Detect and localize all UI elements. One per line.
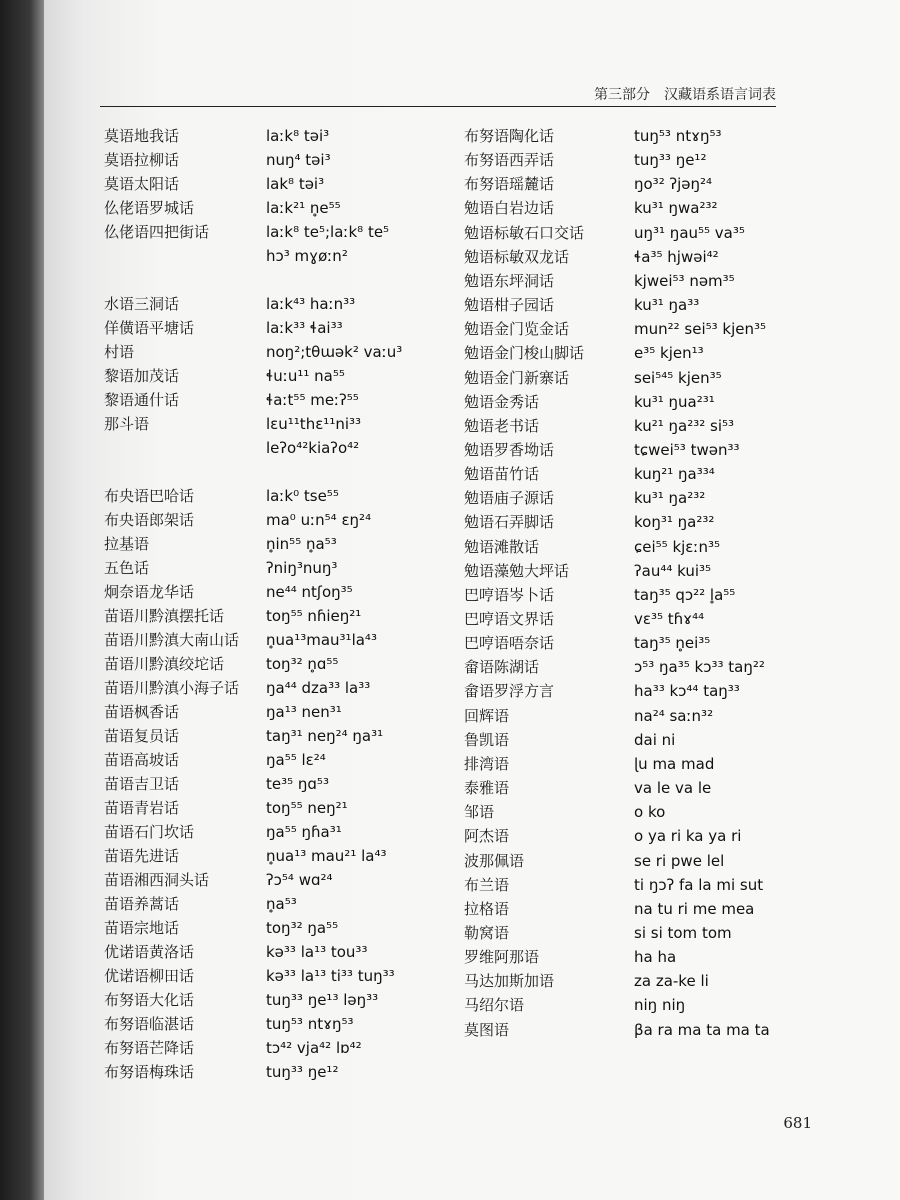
- word-entry: [464, 897, 794, 922]
- word-transcription: o ko: [634, 803, 666, 822]
- word-entry: [464, 800, 794, 825]
- word-transcription: tuŋ³³ ŋe¹³ ləŋ³³: [266, 991, 379, 1009]
- word-transcription: ma⁰ uːn⁵⁴ ɛŋ²⁴: [266, 511, 372, 529]
- word-entry: [464, 752, 794, 777]
- word-entry: [464, 317, 794, 342]
- word-transcription: ŋa⁴⁴ dza³³ la³³: [266, 679, 371, 697]
- language-name: 勉语东坪洞话: [464, 271, 555, 290]
- word-entry: [104, 796, 434, 821]
- word-transcription: toŋ⁵⁵ neŋ²¹: [266, 799, 348, 817]
- word-entry: [464, 366, 794, 391]
- language-name: 排湾语: [464, 754, 510, 773]
- language-name: 苗语青岩话: [104, 799, 180, 817]
- word-entry: [104, 532, 434, 557]
- language-name: 布努语临湛话: [104, 1015, 195, 1033]
- word-entry: [464, 993, 794, 1018]
- language-name: 五色话: [104, 559, 150, 577]
- language-name: 勉语金秀话: [464, 392, 540, 411]
- word-transcription: sei⁵⁴⁵ kjen³⁵: [634, 368, 722, 387]
- word-transcription: ɔ⁵³ ŋa³⁵ kɔ³³ taŋ²²: [634, 658, 765, 677]
- word-transcription: se ri pwe lel: [634, 851, 725, 870]
- word-transcription: taŋ³⁵ n̥ei³⁵: [634, 634, 711, 653]
- word-entry: [464, 196, 794, 221]
- language-name: 巴哼语唔奈话: [464, 634, 555, 653]
- header-title: 汉藏语系语言词表: [664, 87, 776, 103]
- language-name: 优诺语黄洛话: [104, 943, 195, 961]
- word-transcription: toŋ³² ŋa⁵⁵: [266, 919, 339, 937]
- language-name: 畲语罗浮方言: [464, 682, 555, 701]
- language-name: 泰雅语: [464, 779, 510, 798]
- language-name: 勉语标敏石口交话: [464, 223, 585, 242]
- book-spine: [0, 0, 44, 1200]
- word-entry: [464, 269, 794, 294]
- language-name: 勉语标敏双龙话: [464, 247, 570, 266]
- language-name: 布央语郎架话: [104, 511, 195, 529]
- word-transcription: ku³¹ ŋwa²³²: [634, 199, 718, 218]
- language-name: 巴哼语岑卜话: [464, 585, 555, 604]
- word-entry: [104, 268, 434, 293]
- language-name: 阿杰语: [464, 827, 510, 846]
- language-name: 村语: [104, 343, 135, 361]
- language-name: 苗语枫香话: [104, 703, 180, 721]
- language-name: 勉语金门新寨话: [464, 368, 570, 387]
- word-entry: [464, 873, 794, 898]
- language-name: 勉语滩散话: [464, 537, 540, 556]
- language-name: 布努语陶化话: [464, 127, 555, 145]
- language-name: 黎语通什话: [104, 391, 180, 409]
- word-transcription: kə³³ la¹³ tou³³: [266, 943, 368, 961]
- word-transcription: koŋ³¹ ŋa²³²: [634, 513, 715, 532]
- word-entry: [104, 484, 434, 509]
- word-entry: [464, 172, 794, 197]
- language-name: 勒窝语: [464, 923, 510, 942]
- language-name: 勉语柑子园话: [464, 296, 555, 315]
- word-entry: [464, 776, 794, 801]
- word-transcription: ku³¹ ŋa²³²: [634, 489, 706, 508]
- language-name: 巴哼语文界话: [464, 610, 555, 628]
- word-transcription: n̥ua¹³ mau²¹ la⁴³: [266, 847, 387, 865]
- word-transcription: na²⁴ saːn³²: [634, 706, 714, 725]
- language-name: 勉语金门梭山脚话: [464, 344, 585, 363]
- word-transcription: niŋ niŋ: [634, 996, 686, 1015]
- word-transcription: te³⁵ ŋɑ⁵³: [266, 775, 329, 793]
- word-entry: [464, 245, 794, 270]
- word-entry: [464, 414, 794, 439]
- word-transcription: o ya ri ka ya ri: [634, 827, 742, 846]
- word-entry: [104, 412, 434, 437]
- word-entry: [104, 508, 434, 533]
- language-name: 勉语藻勉大坪话: [464, 561, 570, 580]
- language-name: 苗语川黔滇小海子话: [104, 679, 240, 697]
- word-transcription: laːk⁰ tse⁵⁵: [266, 487, 339, 505]
- word-transcription: noŋ²;tθɯək² vaːu³: [266, 343, 403, 361]
- word-transcription: dai ni: [634, 730, 676, 749]
- language-name: 苗语养蒿话: [104, 895, 180, 913]
- word-transcription: ɬaːt⁵⁵ meːʔ⁵⁵: [266, 391, 359, 409]
- word-entry: [104, 364, 434, 389]
- language-name: 勉语老书话: [464, 416, 540, 435]
- language-name: 勉语石弄脚话: [464, 513, 555, 532]
- language-name: 布努语瑶麓话: [464, 175, 555, 194]
- word-entry: [104, 172, 434, 197]
- word-entry: [464, 704, 794, 729]
- word-entry: [104, 724, 434, 749]
- word-entry: [464, 486, 794, 511]
- word-entry: [464, 969, 794, 994]
- word-entry: [464, 148, 794, 173]
- word-transcription: nuŋ⁴ təi³: [266, 151, 331, 169]
- word-transcription: ŋa⁵⁵ lɛ²⁴: [266, 751, 326, 769]
- language-name: 波那佩语: [464, 851, 525, 870]
- word-entry: [104, 916, 434, 941]
- word-entry: [104, 196, 434, 221]
- word-transcription: ku³¹ ŋua²³¹: [634, 392, 715, 411]
- word-transcription: ɬuːu¹¹ na⁵⁵: [266, 367, 345, 385]
- word-entry: [104, 772, 434, 797]
- language-name: 水语三洞话: [104, 295, 180, 313]
- language-name: 畲语陈湖话: [464, 658, 540, 677]
- language-name: 布努语芒降话: [104, 1039, 195, 1057]
- language-name: 鲁凯语: [464, 730, 510, 749]
- language-name: 勉语罗香坳话: [464, 440, 555, 459]
- language-name: 仫佬语罗城话: [104, 199, 195, 217]
- word-entry: [464, 341, 794, 366]
- word-entry: [464, 728, 794, 753]
- word-transcription: lak⁸ təi³: [266, 175, 325, 193]
- word-transcription: laːk²¹ n̥e⁵⁵: [266, 199, 341, 217]
- word-entry: [104, 460, 434, 485]
- word-transcription: toŋ³² n̥ɑ⁵⁵: [266, 655, 339, 673]
- word-entry: [104, 748, 434, 773]
- word-transcription: ɬa³⁵ hjwəi⁴²: [634, 247, 719, 266]
- language-name: 布努语梅珠话: [104, 1063, 195, 1081]
- language-name: 回辉语: [464, 706, 510, 725]
- language-name: 莫语地我话: [104, 127, 180, 145]
- word-transcription: taŋ³¹ neŋ²⁴ ŋa³¹: [266, 727, 384, 745]
- language-name: 罗维阿那语: [464, 948, 540, 967]
- word-entry: [104, 988, 434, 1013]
- language-name: 拉格语: [464, 899, 510, 918]
- language-name: 苗语川黔滇大南山话: [104, 631, 240, 649]
- word-entry: [104, 604, 434, 629]
- word-transcription: ʔau⁴⁴ kui³⁵: [634, 561, 712, 580]
- language-name: 苗语宗地话: [104, 919, 180, 937]
- language-name: 优诺语柳田话: [104, 967, 195, 985]
- word-entry: [464, 124, 794, 149]
- word-entry: [104, 340, 434, 365]
- word-entry: [104, 652, 434, 677]
- language-name: 苗语湘西洞头话: [104, 871, 210, 889]
- word-entry: [464, 390, 794, 415]
- word-entry: [104, 388, 434, 413]
- word-transcription: tɔ⁴² vja⁴² lɒ⁴²: [266, 1039, 362, 1057]
- word-entry: [464, 293, 794, 318]
- word-transcription: ku²¹ ŋa²³² si⁵³: [634, 416, 735, 435]
- language-name: 布努语西弄话: [464, 151, 555, 170]
- word-entry: [464, 559, 794, 584]
- word-entry: [104, 628, 434, 653]
- word-entry: [104, 1012, 434, 1037]
- language-name: 苗语川黔滇绞坨话: [104, 655, 225, 673]
- word-entry: [104, 124, 434, 149]
- language-name: 苗语川黔滇摆托话: [104, 607, 225, 625]
- word-transcription: na tu ri me mea: [634, 899, 755, 918]
- word-transcription: hɔ³ mɣøːn²: [266, 247, 348, 265]
- word-entry: [104, 292, 434, 317]
- word-transcription: e³⁵ kjen¹³: [634, 344, 704, 363]
- word-entry: [104, 556, 434, 581]
- word-transcription: tuŋ³³ ŋe¹²: [266, 1063, 339, 1081]
- language-name: 炯奈语龙华话: [104, 583, 195, 601]
- word-entry: [104, 964, 434, 989]
- word-entry: [464, 655, 794, 680]
- word-transcription: leʔo⁴²kiaʔo⁴²: [266, 439, 360, 457]
- page-number: 681: [783, 1114, 812, 1132]
- word-entry: [464, 462, 794, 487]
- word-transcription: za za-ke li: [634, 972, 709, 991]
- language-name: 莫图语: [464, 1020, 510, 1039]
- word-entry: [464, 438, 794, 463]
- header-part: 第三部分: [594, 87, 650, 103]
- language-name: 苗语复员话: [104, 727, 180, 745]
- language-name: 勉语白岩边话: [464, 199, 555, 218]
- language-name: 佯僙语平塘话: [104, 319, 195, 337]
- language-name: 邹语: [464, 803, 495, 822]
- word-transcription: kə³³ la¹³ ti³³ tuŋ³³: [266, 967, 395, 985]
- word-transcription: va le va le: [634, 779, 712, 798]
- word-transcription: toŋ⁵⁵ nɦieŋ²¹: [266, 607, 362, 625]
- word-transcription: tuŋ⁵³ ntɤŋ⁵³: [634, 127, 722, 145]
- word-transcription: n̥in⁵⁵ n̥a⁵³: [266, 535, 337, 553]
- word-transcription: ŋo³² ʔjəŋ²⁴: [634, 175, 713, 194]
- language-name: 莫语拉柳话: [104, 151, 180, 169]
- language-name: 莫语太阳话: [104, 175, 180, 193]
- language-name: 苗语高坡话: [104, 751, 180, 769]
- language-name: 仫佬语四把街话: [104, 223, 210, 241]
- word-entry: [104, 700, 434, 725]
- word-transcription: kuŋ²¹ ŋa³³⁴: [634, 465, 715, 484]
- word-entry: [104, 580, 434, 605]
- word-transcription: ku³¹ ŋa³³: [634, 296, 700, 315]
- language-name: 布央语巴哈话: [104, 487, 195, 505]
- word-entry: [104, 1036, 434, 1061]
- word-transcription: vɛ³⁵ tɦɤ⁴⁴: [634, 610, 705, 628]
- word-transcription: tuŋ³³ ŋe¹²: [634, 151, 707, 170]
- language-name: 勉语金门览金话: [464, 320, 570, 339]
- word-transcription: ɭu ma mad: [634, 754, 715, 773]
- word-transcription: ti ŋɔʔ fa la mi sut: [634, 875, 764, 894]
- word-transcription: n̥ua¹³mau³¹la⁴³: [266, 631, 377, 649]
- word-entry: [464, 535, 794, 560]
- running-header: [100, 78, 776, 107]
- word-entry: [104, 148, 434, 173]
- language-name: 布兰语: [464, 875, 510, 894]
- word-transcription: uŋ³¹ ŋau⁵⁵ va³⁵: [634, 223, 745, 242]
- language-name: 苗语石门坎话: [104, 823, 195, 841]
- language-name: 马绍尔语: [464, 996, 525, 1015]
- word-entry: [104, 868, 434, 893]
- word-transcription: si si tom tom: [634, 923, 732, 942]
- word-transcription: ha ha: [634, 948, 677, 967]
- word-entry: [104, 892, 434, 917]
- language-name: 苗语吉卫话: [104, 775, 180, 793]
- language-name: 那斗语: [104, 415, 150, 433]
- language-name: 黎语加茂话: [104, 367, 180, 385]
- word-transcription: n̥a⁵³: [266, 895, 297, 913]
- word-transcription: laːk³³ ɬai³³: [266, 319, 343, 337]
- word-entry: [104, 1060, 434, 1085]
- word-transcription: ŋa¹³ nen³¹: [266, 703, 342, 721]
- word-entry: [464, 1018, 794, 1043]
- language-name: 勉语苗竹话: [464, 465, 540, 484]
- word-transcription: kjwei⁵³ nəm³⁵: [634, 271, 735, 290]
- word-entry: [104, 316, 434, 341]
- word-transcription: laːk⁴³ haːn³³: [266, 295, 356, 313]
- word-transcription: lɛu¹¹thɛ¹¹ni³³: [266, 415, 362, 433]
- word-entry: [104, 940, 434, 965]
- word-transcription: tuŋ⁵³ ntɤŋ⁵³: [266, 1015, 354, 1033]
- word-entry: [464, 607, 794, 632]
- word-transcription: ʔɔ⁵⁴ wɑ²⁴: [266, 871, 333, 889]
- word-entry: [464, 849, 794, 874]
- word-entry: [104, 244, 434, 269]
- language-name: 勉语庙子源话: [464, 489, 555, 508]
- word-entry: [464, 921, 794, 946]
- word-transcription: laːk⁸ te⁵;laːk⁸ te⁵: [266, 223, 390, 241]
- word-entry: [464, 631, 794, 656]
- word-transcription: ŋa⁵⁵ ŋɦa³¹: [266, 823, 342, 841]
- word-entry: [464, 221, 794, 246]
- word-entry: [104, 844, 434, 869]
- language-name: 马达加斯加语: [464, 972, 555, 991]
- word-transcription: ʔniŋ³nuŋ³: [266, 559, 338, 577]
- language-name: 拉基语: [104, 535, 150, 553]
- word-entry: [104, 820, 434, 845]
- word-entry: [104, 676, 434, 701]
- word-entry: [104, 436, 434, 461]
- word-entry: [464, 583, 794, 608]
- word-transcription: taŋ³⁵ qɔ²² l̥a⁵⁵: [634, 585, 736, 604]
- language-name: 苗语先进话: [104, 847, 180, 865]
- word-entry: [104, 220, 434, 245]
- word-entry: [464, 679, 794, 704]
- word-transcription: ɕei⁵⁵ kjɛːn³⁵: [634, 537, 720, 556]
- word-transcription: tɕwei⁵³ twən³³: [634, 440, 740, 459]
- language-name: 布努语大化话: [104, 991, 195, 1009]
- word-transcription: ha³³ kɔ⁴⁴ taŋ³³: [634, 682, 740, 701]
- word-entry: [464, 824, 794, 849]
- word-entry: [464, 945, 794, 970]
- word-transcription: laːk⁸ təi³: [266, 127, 330, 145]
- word-transcription: mun²² sei⁵³ kjen³⁵: [634, 320, 767, 339]
- word-transcription: ne⁴⁴ ntʃoŋ³⁵: [266, 583, 353, 601]
- word-entry: [464, 510, 794, 535]
- word-transcription: βa ra ma ta ma ta: [634, 1020, 770, 1039]
